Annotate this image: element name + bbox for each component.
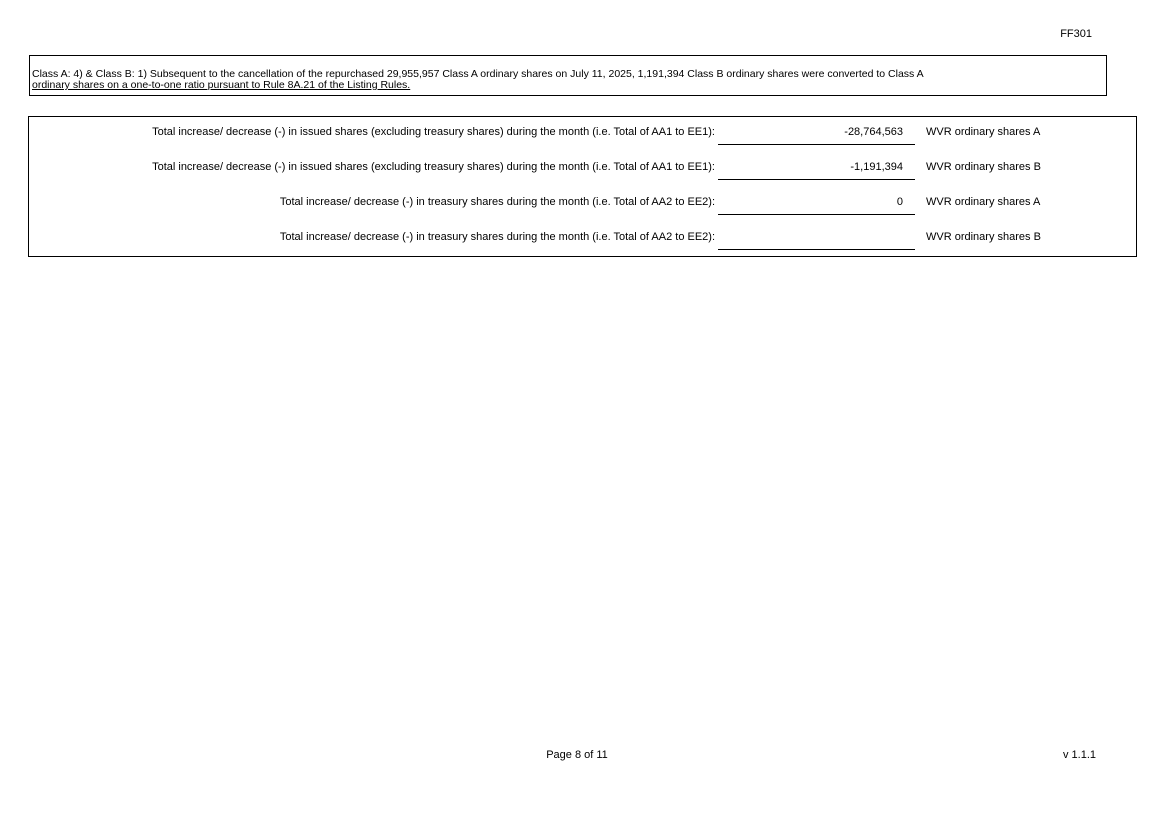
- total-value-field: -1,191,394: [718, 152, 915, 180]
- form-version: v 1.1.1: [1062, 749, 1096, 761]
- share-class-label: WVR ordinary shares B: [926, 231, 1041, 243]
- form-code: FF301: [1060, 28, 1092, 40]
- share-class-label: WVR ordinary shares A: [926, 126, 1041, 138]
- total-label: Total increase/ decrease (-) in treasury shares during the month (i.e. Total of AA2 to EE2):: [279, 231, 715, 243]
- share-class-label: WVR ordinary shares B: [926, 161, 1041, 173]
- remarks-box: [29, 55, 1107, 96]
- total-row-issued-b: [29, 152, 1136, 187]
- remarks-line-2: ordinary shares on a one-to-one ratio pursuant to Rule 8A.21 of the Listing Rules.: [32, 79, 411, 91]
- total-label: Total increase/ decrease (-) in treasury shares during the month (i.e. Total of AA2 to EE2):: [279, 196, 715, 208]
- share-class-label: WVR ordinary shares A: [926, 196, 1041, 208]
- page-number: Page 8 of 11: [546, 749, 608, 761]
- total-row-treasury-b: [29, 222, 1136, 257]
- totals-summary-box: [28, 116, 1137, 257]
- total-value-field: -28,764,563: [718, 117, 915, 145]
- total-row-treasury-a: [29, 187, 1136, 222]
- total-value-field: [718, 222, 915, 250]
- remarks-line-1: Class A: 4) & Class B: 1) Subsequent to the cancellation of the repurchased 29,955,957 Class A ordinary shares on July 11, 2025, 1,191,394 Class B ordinary shares were converted to Class A: [32, 68, 924, 80]
- total-value-field: 0: [718, 187, 915, 215]
- total-label: Total increase/ decrease (-) in issued shares (excluding treasury shares) during the month (i.e. Total of AA1 to EE1):: [152, 161, 715, 173]
- total-label: Total increase/ decrease (-) in issued shares (excluding treasury shares) during the month (i.e. Total of AA1 to EE1):: [152, 126, 715, 138]
- total-row-issued-a: [29, 117, 1136, 152]
